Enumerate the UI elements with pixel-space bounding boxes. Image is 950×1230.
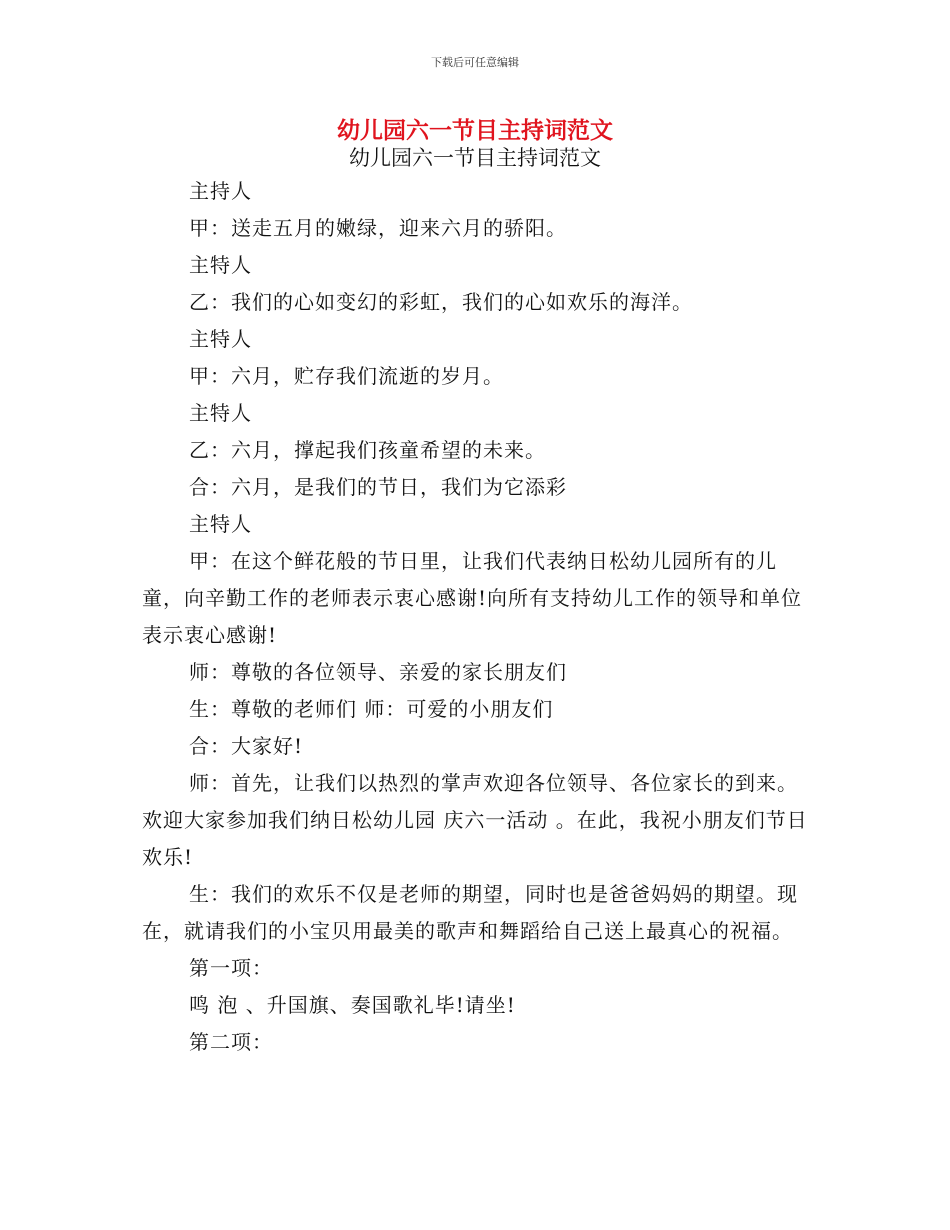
paragraph: 合：大家好!	[189, 734, 304, 758]
paragraph: 生：我们的欢乐不仅是老师的期望，同时也是爸爸妈妈的期望。现在，就请我们的小宝贝用最美的歌声和舞蹈给自己送上最真心的祝福。	[142, 882, 798, 943]
paragraph: 甲：送走五月的嫩绿，迎来六月的骄阳。	[189, 216, 567, 240]
paragraph: 甲：六月，贮存我们流逝的岁月。	[189, 364, 504, 388]
paragraph: 甲：在这个鲜花般的节日里，让我们代表纳日松幼儿园所有的儿童，向辛勤工作的老师表示衷心感谢!向所有支持幼儿工作的领导和单位表示衷心感谢!	[142, 549, 803, 647]
document-body	[142, 173, 812, 1061]
paragraph: 第二项：	[189, 1030, 273, 1054]
paragraph: 乙：我们的心如变幻的彩虹，我们的心如欢乐的海洋。	[189, 290, 693, 314]
paragraph: 主特人	[189, 253, 252, 277]
page-header-note: 下载后可任意编辑	[431, 56, 519, 69]
paragraph: 合：六月，是我们的节日，我们为它添彩	[189, 475, 567, 499]
paragraph: 生：尊敬的老师们 师：可爱的小朋友们	[189, 697, 554, 721]
paragraph: 主特人	[189, 401, 252, 425]
paragraph: 主特人	[189, 512, 252, 536]
document-subtitle: 幼儿园六一节目主持词范文	[349, 146, 601, 170]
document-title: 幼儿园六一节目主持词范文	[337, 117, 613, 144]
paragraph: 第一项：	[189, 956, 273, 980]
paragraph: 乙：六月，撑起我们孩童希望的未来。	[189, 438, 546, 462]
paragraph: 鸣 泡 、升国旗、奏国歌礼毕!请坐!	[189, 993, 516, 1017]
paragraph: 主特人	[189, 327, 252, 351]
paragraph: 师：首先，让我们以热烈的掌声欢迎各位领导、各位家长的到来。欢迎大家参加我们纳日松幼儿园 庆六一活动 。在此，我祝小朋友们节日欢乐!	[142, 771, 808, 869]
paragraph: 师：尊敬的各位领导、亲爱的家长朋友们	[189, 660, 567, 684]
paragraph: 主持人	[189, 179, 252, 203]
